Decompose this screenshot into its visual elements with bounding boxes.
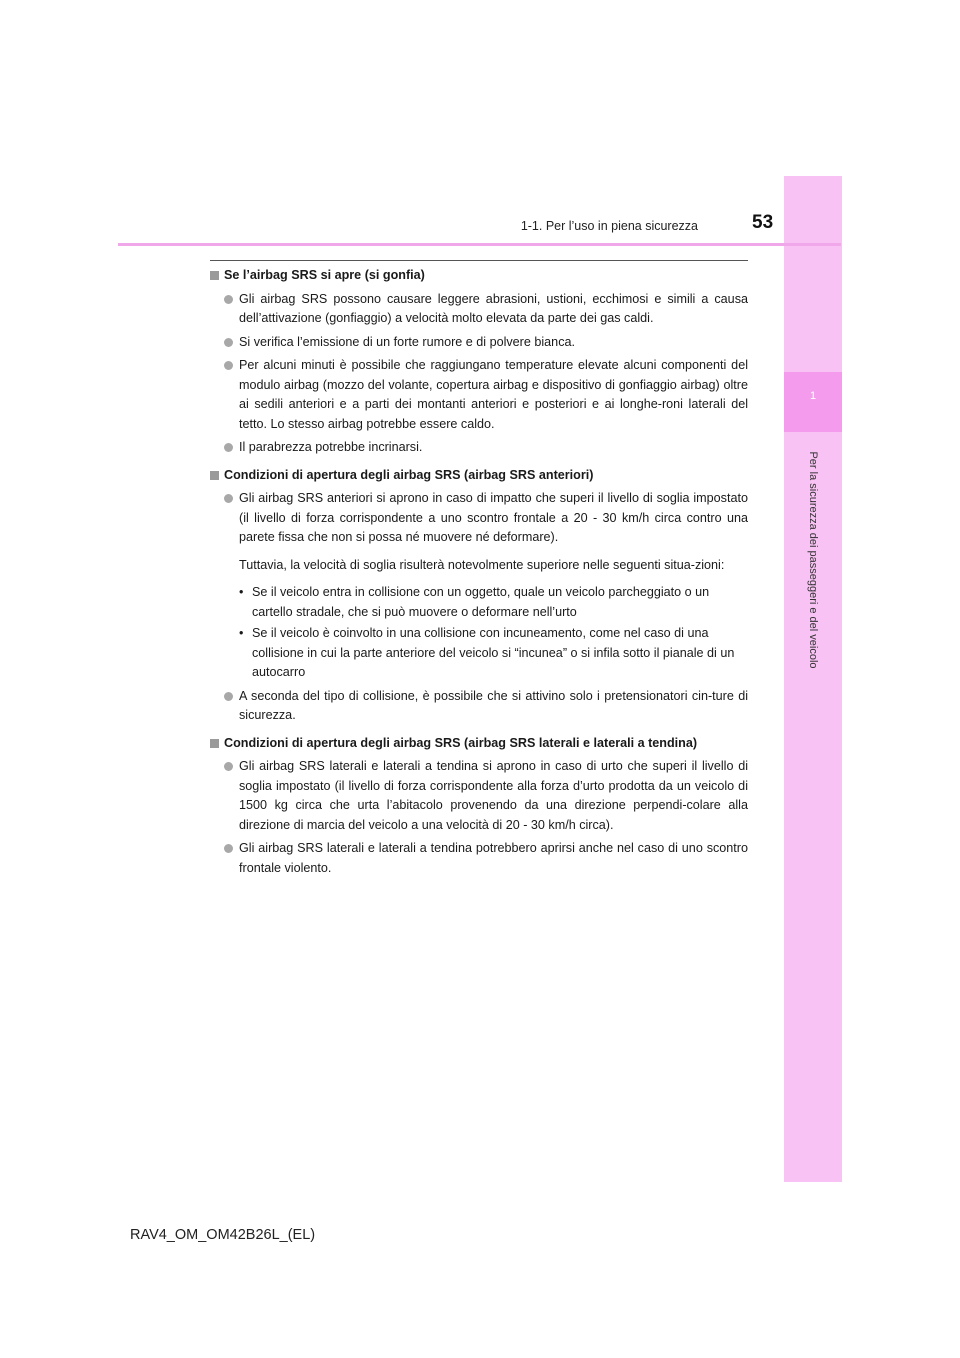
list-item: Il parabrezza potrebbe incrinarsi. bbox=[210, 438, 748, 458]
chapter-side-tab-marker bbox=[784, 372, 842, 432]
round-bullet-icon bbox=[224, 443, 233, 452]
sub-list-item: • Se il veicolo è coinvolto in una collisione con incuneamento, come nel caso di una collisione in cui la parte anteriore del veicolo si “incunea” o si infila sotto il pianale di un autocarro bbox=[239, 626, 735, 679]
list-item: Per alcuni minuti è possibile che raggiungano temperature elevate alcuni componenti del modulo airbag (mozzo del volante, copertura airbag e dispositivo di gonfiaggio airbag) oltre ai sedili anteriori e a parti dei montanti anteriori e posteriori e ai longhe-roni laterali del tetto. Lo stesso airbag potrebbe essere caldo. bbox=[210, 356, 748, 434]
page-body bbox=[210, 266, 748, 878]
round-bullet-icon bbox=[224, 844, 233, 853]
round-bullet-icon bbox=[224, 692, 233, 701]
paragraph: Tuttavia, la velocità di soglia risulterà notevolmente superiore nelle seguenti situa-zioni: bbox=[239, 557, 725, 572]
square-bullet-icon bbox=[210, 271, 219, 280]
page-number: 53 bbox=[752, 212, 774, 233]
round-bullet-icon bbox=[224, 338, 233, 347]
round-bullet-icon bbox=[224, 295, 233, 304]
content-rule bbox=[210, 260, 748, 261]
section-heading: Condizioni di apertura degli airbag SRS (airbag SRS laterali e laterali a tendina) bbox=[210, 734, 748, 754]
section-heading: Se l’airbag SRS si apre (si gonfia) bbox=[210, 266, 748, 286]
square-bullet-icon bbox=[210, 471, 219, 480]
section-title: 1-1. Per l’uso in piena sicurezza bbox=[520, 219, 698, 233]
chapter-title: Per la sicurezza dei passeggeri e del veicolo bbox=[807, 451, 819, 669]
header-divider bbox=[118, 243, 841, 246]
list-item: Si verifica l’emissione di un forte rumore e di polvere bianca. bbox=[210, 333, 748, 353]
chapter-side-tab bbox=[784, 176, 842, 1182]
list-item: Gli airbag SRS anteriori si aprono in caso di impatto che superi il livello di soglia impostato (il livello di forza corrispondente a uno scontro frontale a 20 - 30 km/h circa contro una parete fissa che non si possa né muovere né deformare). bbox=[210, 489, 748, 548]
round-bullet-icon bbox=[224, 762, 233, 771]
sub-list bbox=[210, 583, 748, 683]
list-item: Gli airbag SRS laterali e laterali a tendina potrebbero aprirsi anche nel caso di uno scontro frontale violento. bbox=[210, 839, 748, 878]
sub-list-item: • Se il veicolo entra in collisione con un oggetto, quale un veicolo parcheggiato o un cartello stradale, che si può muovere o deformare nell’urto bbox=[239, 585, 710, 619]
round-bullet-icon bbox=[224, 494, 233, 503]
square-bullet-icon bbox=[210, 739, 219, 748]
chapter-number: 1 bbox=[809, 390, 817, 402]
round-bullet-icon bbox=[224, 361, 233, 370]
list-item: Gli airbag SRS laterali e laterali a tendina si aprono in caso di urto che superi il livello di soglia impostato (il livello di forza corrispondente alla forza d’urto prodotta da un veicolo di 1500 kg circa che urta l’abitacolo provenendo da una direzione perpendi-colare alla direzione di marcia del veicolo a una velocità di 20 - 30 km/h circa). bbox=[210, 757, 748, 835]
page-header bbox=[0, 212, 960, 242]
document-code: RAV4_OM_OM42B26L_(EL) bbox=[130, 1227, 316, 1243]
list-item: Gli airbag SRS possono causare leggere abrasioni, ustioni, ecchimosi e simili a causa dell’attivazione (gonfiaggio) a velocità molto elevata da parte dei gas caldi. bbox=[210, 290, 748, 329]
section-heading: Condizioni di apertura degli airbag SRS (airbag SRS anteriori) bbox=[210, 466, 748, 486]
list-item: A seconda del tipo di collisione, è possibile che si attivino solo i pretensionatori cin-ture di sicurezza. bbox=[210, 687, 748, 726]
